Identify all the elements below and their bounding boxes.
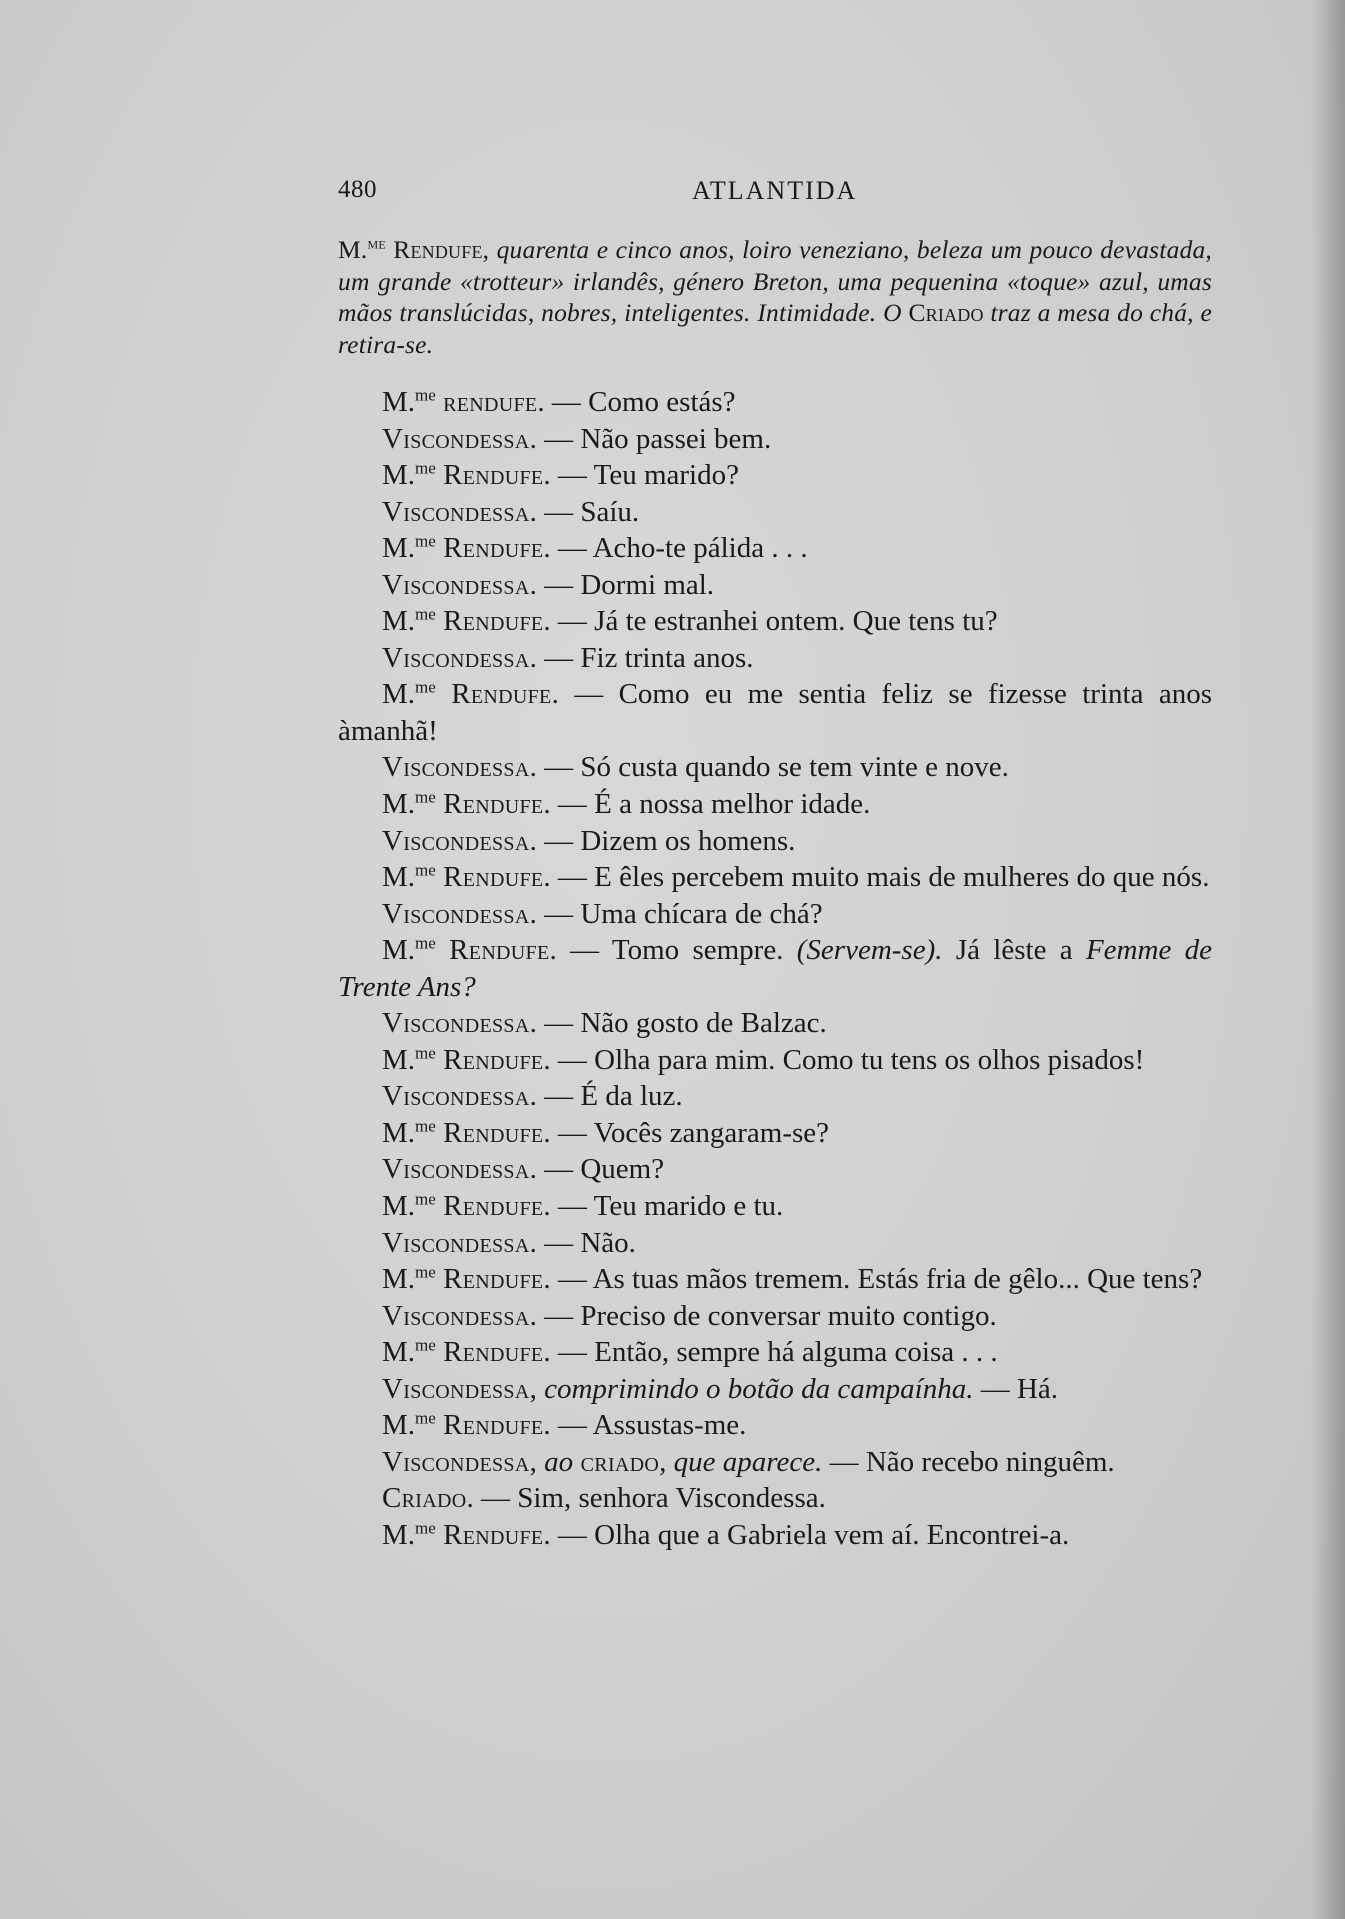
speech-text: Vocês zangaram-se?	[593, 1116, 830, 1149]
dialogue-line	[338, 1115, 1212, 1152]
stage-criado: Criado	[908, 298, 984, 327]
dialogue-line	[338, 1078, 1212, 1115]
speaker-separator: . —	[543, 1263, 593, 1296]
page-edge-shadow	[1311, 0, 1345, 1919]
speaker-name: Rendufe	[443, 1263, 544, 1296]
speaker-prefix: M.	[382, 788, 416, 821]
speaker-name: Rendufe	[443, 1518, 544, 1551]
speaker-prefix-sup: me	[415, 860, 436, 880]
speaker-name: Viscondessa	[382, 1226, 530, 1259]
stage-text-2: traz a mesa do chá, e retira-se.	[338, 298, 1212, 359]
speaker-prefix-sup: me	[415, 458, 436, 478]
stage-text-1: quarenta e cinco anos, loiro veneziano, beleza um pouco devastada, um grande «trotteur» irlandês, género Breton, uma pequenina «toque» azul, umas mãos translúcidas, nobres, inteligentes. Intimidade. O	[338, 235, 1212, 327]
dialogue-line	[338, 1188, 1212, 1225]
speaker-name: Viscondessa	[382, 641, 530, 674]
speaker-name: Rendufe	[451, 678, 552, 711]
dialogue-line	[338, 640, 1212, 677]
speaker-prefix: M.	[382, 1190, 416, 1223]
speaker-separator: ,	[529, 1372, 545, 1405]
speaker-prefix-sup: me	[415, 1335, 436, 1355]
speaker-separator: . —	[543, 1043, 595, 1076]
speaker-separator: . —	[529, 751, 581, 784]
speech-text: Olha que a Gabriela vem aí. Encontrei-a.	[594, 1518, 1070, 1551]
dialogue-line	[338, 1225, 1212, 1262]
speaker-name: Rendufe	[443, 532, 544, 565]
speaker-prefix: M.	[382, 934, 416, 967]
speaker-name: Rendufe	[443, 788, 544, 821]
dialogue-line	[338, 494, 1212, 531]
speaker-separator: . —	[529, 641, 581, 674]
speech-text: Uma chícara de chá?	[580, 897, 823, 930]
speaker-prefix-sup: me	[415, 385, 436, 405]
speaker-prefix: M.	[382, 1263, 416, 1296]
speaker-name: Viscondessa	[382, 568, 530, 601]
running-title: ATLANTIDA	[692, 176, 858, 205]
speaker-separator: . —	[543, 788, 595, 821]
speech-text: Como estás?	[588, 386, 736, 418]
speaker-name: Viscondessa	[382, 1007, 530, 1040]
dialogue-line	[338, 1298, 1212, 1335]
speaker-separator: . —	[543, 459, 594, 492]
speaker-name: Viscondessa	[382, 1080, 530, 1113]
speaker-separator: . —	[529, 422, 581, 455]
speaker-separator: . —	[529, 824, 581, 857]
speaker-prefix-sup: me	[415, 604, 436, 624]
speaker-prefix: M.	[382, 1116, 416, 1149]
speaker-prefix-sup: me	[415, 1043, 436, 1063]
speaker-name: Rendufe	[443, 1116, 544, 1149]
speaker-name: Rendufe	[443, 459, 544, 492]
dialogue-line	[338, 749, 1212, 786]
stage-direction	[338, 234, 1212, 360]
speaker-prefix-sup: me	[415, 1189, 436, 1209]
speech-text: É a nossa melhor idade.	[594, 788, 871, 821]
speech-text: Olha para mim. Como tu tens os olhos pisados!	[594, 1043, 1145, 1076]
speech-text: Já lêste a	[942, 934, 1086, 967]
speaker-separator: . —	[466, 1482, 518, 1515]
speech-text: Sim, senhora Viscondessa.	[517, 1482, 826, 1515]
page-number: 480	[338, 176, 377, 203]
dialogue	[338, 384, 1212, 1554]
speech-text: Como eu me sentia feliz se fizesse trinta anos àmanhã!	[338, 678, 1212, 747]
speaker-separator: . —	[543, 1336, 595, 1369]
speech-text: Então, sempre há alguma coisa . . .	[594, 1336, 998, 1369]
speech-text: Só custa quando se tem vinte e nove.	[580, 751, 1009, 784]
stage-direction-inline: , que aparece.	[659, 1445, 823, 1478]
speech-text: Tomo sempre.	[611, 934, 797, 967]
speech-text: Preciso de conversar muito contigo.	[580, 1299, 997, 1332]
speech-text: Não passei bem.	[580, 422, 772, 455]
speaker-prefix-sup: me	[415, 933, 436, 953]
dialogue-line	[338, 1480, 1212, 1517]
stage-direction-inline: (Servem-se).	[796, 934, 943, 967]
dialogue-line	[338, 1517, 1212, 1554]
speaker-name: Viscondessa	[382, 897, 530, 930]
dialogue-line	[338, 1042, 1212, 1079]
speech-text: Saíu.	[580, 495, 640, 528]
speech-text: E êles percebem muito mais de mulheres do que nós.	[594, 861, 1210, 894]
speaker-name: Rendufe	[443, 1336, 544, 1369]
speaker-prefix: M.	[382, 605, 416, 638]
speaker-separator: . —	[529, 495, 581, 528]
speaker-name: Viscondessa	[382, 1372, 530, 1405]
speaker-prefix-sup: me	[415, 787, 436, 807]
speaker-name: Viscondessa	[382, 495, 530, 528]
speaker-prefix: M.	[382, 386, 416, 418]
speech-text: Não recebo ninguêm.	[865, 1445, 1115, 1478]
speaker-separator: . —	[543, 1409, 593, 1442]
speech-text: Teu marido?	[593, 459, 739, 492]
speech-text: Quem?	[580, 1153, 665, 1186]
speaker-prefix-sup: me	[415, 1518, 436, 1538]
speech-text: Fiz trinta anos.	[580, 641, 754, 674]
speaker-prefix: M.	[382, 861, 416, 894]
dialogue-line	[338, 1005, 1212, 1042]
speaker-prefix-sup: me	[415, 1408, 436, 1428]
speaker-separator: . —	[529, 1007, 581, 1040]
dialogue-line	[338, 1261, 1212, 1298]
stage-direction-name: criado	[573, 1445, 660, 1478]
speech-text: Não.	[580, 1226, 636, 1259]
speaker-separator: . —	[543, 1518, 595, 1551]
stage-direction-inline: Femme de Trente Ans?	[338, 934, 1213, 1003]
speaker-name: Viscondessa	[382, 1299, 530, 1332]
speaker-separator: ,	[529, 1445, 545, 1478]
speaker-prefix: M.	[382, 1043, 416, 1076]
speaker-prefix-sup: me	[415, 1116, 436, 1136]
speaker-name: rendufe	[443, 386, 538, 418]
speaker-separator: . —	[549, 934, 612, 967]
speaker-prefix: M.	[382, 678, 416, 711]
speech-text: Já te estranhei ontem. Que tens tu?	[594, 605, 998, 638]
speaker-name: Rendufe	[443, 1043, 544, 1076]
speaker-prefix: M.	[382, 1409, 416, 1442]
dialogue-line	[338, 603, 1212, 640]
speaker-name: Viscondessa	[382, 1153, 530, 1186]
speech-text: Há.	[1016, 1372, 1059, 1405]
speaker-separator: . —	[551, 678, 619, 711]
stage-speaker-sup: me	[367, 233, 386, 253]
speaker-separator: . —	[543, 605, 595, 638]
dialogue-line	[338, 1444, 1212, 1481]
dialogue-line	[338, 1407, 1212, 1444]
dialogue-line	[338, 384, 1212, 421]
speaker-separator: . —	[529, 1226, 581, 1259]
speaker-separator: . —	[537, 386, 589, 418]
dialogue-line	[338, 932, 1212, 1005]
speech-text: Dizem os homens.	[580, 824, 796, 857]
speaker-name: Rendufe	[443, 1190, 544, 1223]
speaker-separator: . —	[543, 1116, 594, 1149]
speaker-name: Rendufe	[443, 861, 544, 894]
speaker-name: Rendufe	[443, 605, 544, 638]
speaker-name: Viscondessa	[382, 1445, 530, 1478]
speech-text: Teu marido e tu.	[593, 1190, 784, 1223]
speaker-separator: . —	[543, 1190, 594, 1223]
speaker-separator: . —	[543, 861, 595, 894]
speaker-separator: . —	[529, 1153, 581, 1186]
speech-text: É da luz.	[580, 1080, 683, 1113]
dialogue-line	[338, 896, 1212, 933]
speaker-name: Viscondessa	[382, 422, 530, 455]
speech-text: Assustas-me.	[592, 1409, 747, 1442]
speaker-name: Rendufe	[449, 934, 550, 967]
speech-text: As tuas mãos tremem. Estás fria de gêlo... Que tens?	[592, 1263, 1203, 1296]
speaker-prefix: M.	[382, 1518, 416, 1551]
stage-speaker-name: Rendufe,	[385, 235, 490, 264]
speaker-prefix: M.	[382, 459, 416, 492]
stage-direction-inline: ao	[544, 1445, 574, 1478]
dialogue-line	[338, 1334, 1212, 1371]
speaker-separator: —	[973, 1372, 1017, 1405]
stage-speaker-prefix: M.	[338, 235, 368, 264]
speaker-name: Criado	[382, 1482, 467, 1515]
dialogue-line	[338, 530, 1212, 567]
speaker-separator: —	[822, 1445, 866, 1478]
speaker-prefix-sup: me	[415, 531, 436, 551]
dialogue-line	[338, 457, 1212, 494]
speaker-name: Rendufe	[443, 1409, 544, 1442]
speech-text: Não gosto de Balzac.	[580, 1007, 827, 1040]
dialogue-line	[338, 1151, 1212, 1188]
dialogue-line	[338, 823, 1212, 860]
speaker-name: Viscondessa	[382, 751, 530, 784]
running-header	[338, 176, 1206, 212]
speech-text: Dormi mal.	[580, 568, 715, 601]
speaker-prefix: M.	[382, 1336, 416, 1369]
stage-direction-inline: comprimindo o botão da campaínha.	[544, 1372, 974, 1405]
dialogue-line	[338, 786, 1212, 823]
speech-text: Acho-te pálida . . .	[592, 532, 808, 565]
dialogue-line	[338, 1371, 1212, 1408]
speaker-separator: . —	[529, 1080, 581, 1113]
dialogue-line	[338, 567, 1212, 604]
speaker-separator: . —	[529, 897, 581, 930]
speaker-name: Viscondessa	[382, 824, 530, 857]
dialogue-line	[338, 859, 1212, 896]
speaker-prefix-sup: me	[415, 1262, 436, 1282]
speaker-separator: . —	[543, 532, 593, 565]
dialogue-line	[338, 676, 1212, 749]
speaker-separator: . —	[529, 568, 581, 601]
dialogue-line	[338, 421, 1212, 458]
speaker-separator: . —	[529, 1299, 581, 1332]
speaker-prefix-sup: me	[415, 677, 436, 697]
speaker-prefix: M.	[382, 532, 416, 565]
